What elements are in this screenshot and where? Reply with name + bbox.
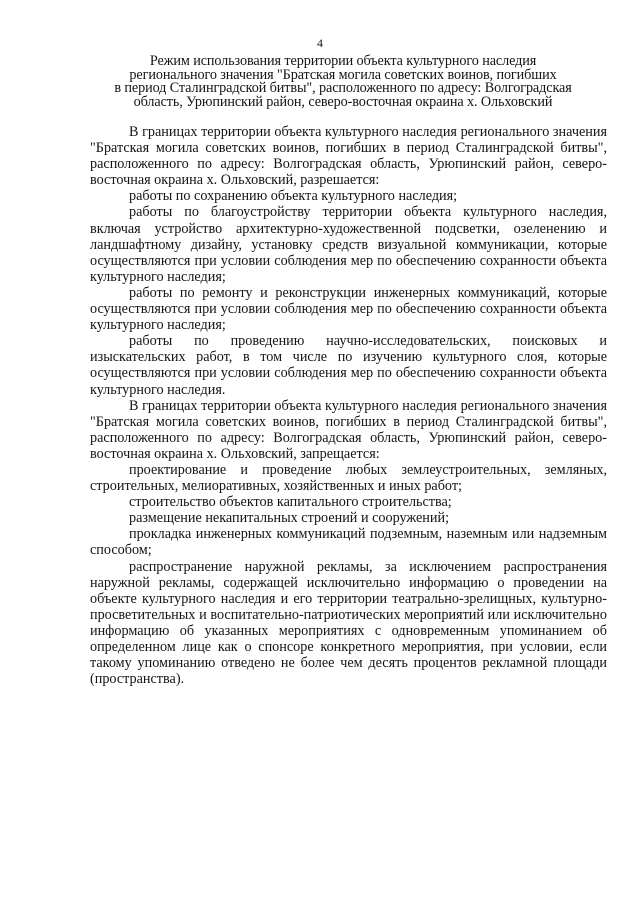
title-line: область, Урюпинский район, северо-восточная окраина х. Ольховский <box>133 93 553 110</box>
paragraph-item: работы по ремонту и реконструкции инженерных коммуникаций, которые осуществляются при условии соблюдения мер по обеспечению сохранности объекта культурного наследия; <box>90 284 607 334</box>
paragraph-item: прокладка инженерных коммуникаций подземным, наземным или надземным способом; <box>90 526 607 559</box>
title-line: Режим использования территории объекта культурного наследия <box>149 53 537 69</box>
paragraph-permitted-intro: В границах территории объекта культурного наследия регионального значения "Братская могила советских воинов, погибших в период Сталинградской битвы", расположенного по адресу: Волгоградская область, Урюпинский район, северо-восточная окраина х. Ольховский, разрешается: <box>90 124 607 189</box>
paragraph-item: строительство объектов капитального строительства; <box>129 494 452 511</box>
paragraph-item: распространение наружной рекламы, за исключением распространения наружной рекламы, содержащей исключительно информацию о проведении на объекте культурного наследия и его территории театрально-зрелищных, культурно-просветительных и воспитательно-патриотических мероприятий или исключительно информацию об указанных мероприятиях с одновременным упоминанием об определенном лице как о спонсоре конкретного мероприятия, при условии, если такому упоминанию отведено не более чем десять процентов рекламной площади (пространства). <box>90 558 607 688</box>
document-body <box>90 124 607 687</box>
title-line: в период Сталинградской битвы", расположенного по адресу: Волгоградская <box>114 80 572 97</box>
paragraph-item: работы по благоустройству территории объекта культурного наследия, включая устройство архитектурно-художественной подсветки, озеленению и ландшафтному дизайну, установку средств визуальной коммуникации, которые осуществляются при условии соблюдения мер по обеспечению сохранности объекта культурного наследия; <box>90 204 607 285</box>
paragraph-item: проектирование и проведение любых землеустроительных, земляных, строительных, мелиоративных, хозяйственных и иных работ; <box>90 461 607 495</box>
page-number: 4 <box>317 36 323 50</box>
title-line: регионального значения "Братская могила советских воинов, погибших <box>129 66 557 83</box>
paragraph-item: размещение некапитальных строений и сооружений; <box>129 510 450 527</box>
paragraph-item: работы по проведению научно-исследовательских, поисковых и изыскательских работ, в том числе по изучению культурного слоя, которые осуществляются при условии соблюдения мер по обеспечению сохранности объекта культурного наследия. <box>90 333 607 398</box>
paragraph-prohibited-intro: В границах территории объекта культурного наследия регионального значения "Братская могила советских воинов, погибших в период Сталинградской битвы", расположенного по адресу: Волгоградская область, Урюпинский район, северо-восточная окраина х. Ольховский, запрещается: <box>90 397 607 462</box>
paragraph-item: работы по сохранению объекта культурного наследия; <box>129 188 458 205</box>
document-title <box>98 55 588 109</box>
